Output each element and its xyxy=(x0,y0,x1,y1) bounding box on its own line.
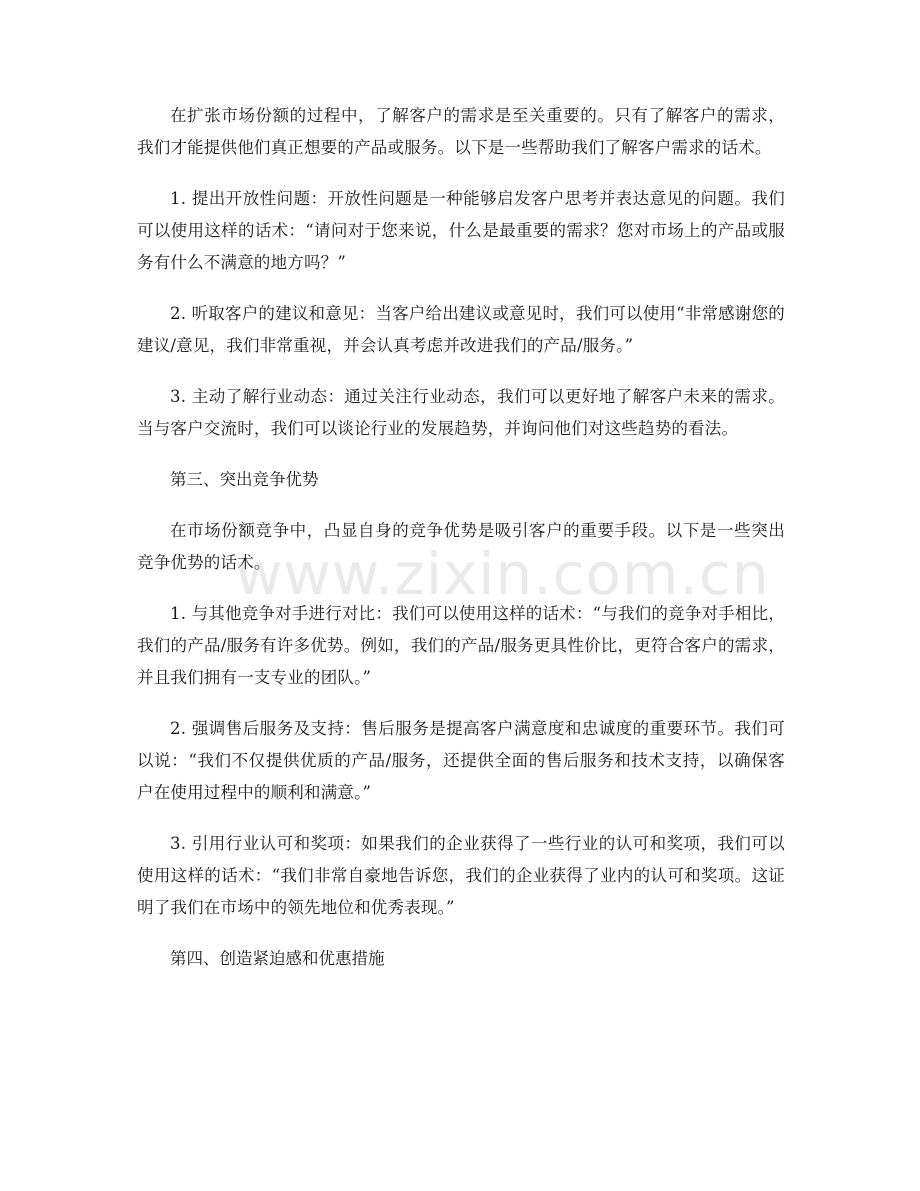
tip-after-sales: 2. 强调售后服务及支持：售后服务是提高客户满意度和忠诚度的重要环节。我们可以说：“我们不仅提供优质的产品/服务，还提供全面的售后服务和技术支持，以确保客户在使用过程中的顺利和满意。” xyxy=(137,719,785,802)
watermark-text: www.zixin.com.cn xyxy=(235,540,770,608)
tip-listen-feedback: 2. 听取客户的建议和意见：当客户给出建议或意见时，我们可以使用“非常感谢您的建议/意见，我们非常重视，并会认真考虑并改进我们的产品/服务。” xyxy=(137,304,785,355)
tip-compare-competitors: 1. 与其他竞争对手进行对比：我们可以使用这样的话术：“与我们的竞争对手相比，我们的产品/服务有许多优势。例如，我们的产品/服务更具性价比，更符合客户的需求，并且我们拥有一支专业的团队。” xyxy=(137,604,785,687)
intro-paragraph: 在扩张市场份额的过程中，了解客户的需求是至关重要的。只有了解客户的需求，我们才能提供他们真正想要的产品或服务。以下是一些帮助我们了解客户需求的话术。 xyxy=(137,106,785,157)
tip-open-questions: 1. 提出开放性问题：开放性问题是一种能够启发客户思考并表达意见的问题。我们可以使用这样的话术：“请问对于您来说，什么是最重要的需求？您对市场上的产品或服务有什么不满意的地方吗？” xyxy=(137,189,785,272)
section-heading-competitive-advantage: 第三、突出竞争优势 xyxy=(170,470,319,489)
competitive-intro-paragraph: 在市场份额竞争中，凸显自身的竞争优势是吸引客户的重要手段。以下是一些突出竞争优势的话术。 xyxy=(137,521,785,572)
tip-industry-awards: 3. 引用行业认可和奖项：如果我们的企业获得了一些行业的认可和奖项，我们可以使用这样的话术：“我们非常自豪地告诉您，我们的企业获得了业内的认可和奖项。这证明了我们在市场中的领先地位和优秀表现。” xyxy=(137,834,785,917)
tip-industry-trends: 3. 主动了解行业动态：通过关注行业动态，我们可以更好地了解客户未来的需求。当与客户交流时，我们可以谈论行业的发展趋势，并询问他们对这些趋势的看法。 xyxy=(137,387,785,438)
document-body xyxy=(137,100,785,994)
section-heading-urgency: 第四、创造紧迫感和优惠措施 xyxy=(170,949,385,968)
